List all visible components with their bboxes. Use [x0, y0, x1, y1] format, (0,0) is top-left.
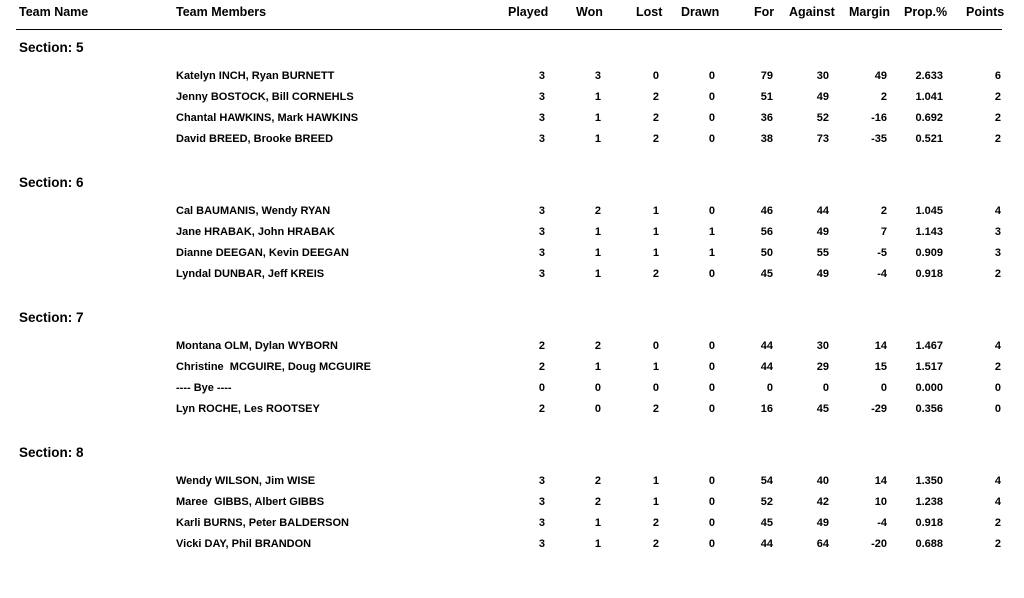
against-cell: 29: [816, 361, 829, 373]
lost-cell: 1: [652, 361, 659, 373]
played-cell: 3: [538, 538, 545, 550]
played-cell: 3: [538, 112, 545, 124]
for-cell: 45: [760, 517, 773, 529]
played-cell: 3: [538, 205, 545, 217]
prop-cell: 0.918: [915, 517, 943, 529]
team-members-cell: Cal BAUMANIS, Wendy RYAN: [176, 205, 331, 217]
team-members-cell: Vicki DAY, Phil BRANDON: [176, 538, 312, 550]
table-row: [0, 226, 1024, 242]
for-cell: 54: [760, 475, 773, 487]
for-cell: 16: [760, 403, 773, 415]
team-members-cell: ---- Bye ----: [176, 382, 232, 394]
margin-cell: -29: [871, 403, 887, 415]
played-cell: 3: [538, 91, 545, 103]
table-row: [0, 538, 1024, 554]
prop-cell: 0.918: [915, 268, 943, 280]
table-row: [0, 247, 1024, 263]
points-cell: 2: [994, 133, 1001, 145]
against-cell: 44: [816, 205, 829, 217]
for-cell: 46: [760, 205, 773, 217]
drawn-cell: 0: [708, 475, 715, 487]
drawn-cell: 1: [708, 226, 715, 238]
margin-cell: -4: [877, 517, 887, 529]
won-cell: 1: [594, 133, 601, 145]
margin-cell: 10: [874, 496, 887, 508]
table-row: [0, 133, 1024, 149]
team-members-cell: Maree GIBBS, Albert GIBBS: [176, 496, 325, 508]
against-cell: 64: [816, 538, 829, 550]
section-title: Section: 6: [19, 175, 84, 190]
played-cell: 3: [538, 475, 545, 487]
against-cell: 49: [816, 226, 829, 238]
prop-cell: 1.517: [915, 361, 943, 373]
margin-cell: 2: [880, 91, 887, 103]
played-cell: 3: [538, 226, 545, 238]
for-cell: 38: [760, 133, 773, 145]
prop-cell: 1.350: [915, 475, 943, 487]
section-title: Section: 5: [19, 40, 84, 55]
for-cell: 45: [760, 268, 773, 280]
section-title: Section: 8: [19, 445, 84, 460]
team-members-cell: Wendy WILSON, Jim WISE: [176, 475, 316, 487]
lost-cell: 0: [652, 382, 659, 394]
margin-cell: -20: [871, 538, 887, 550]
for-cell: 36: [760, 112, 773, 124]
lost-cell: 1: [652, 247, 659, 259]
against-cell: 55: [816, 247, 829, 259]
points-cell: 2: [994, 91, 1001, 103]
drawn-cell: 0: [708, 496, 715, 508]
table-row: [0, 205, 1024, 221]
table-row: [0, 70, 1024, 86]
drawn-cell: 0: [708, 133, 715, 145]
for-cell: 0: [766, 382, 773, 394]
points-cell: 6: [994, 70, 1001, 82]
drawn-cell: 0: [708, 403, 715, 415]
drawn-cell: 0: [708, 538, 715, 550]
margin-cell: 15: [874, 361, 887, 373]
margin-cell: 7: [880, 226, 887, 238]
margin-cell: 14: [874, 475, 887, 487]
lost-cell: 1: [652, 205, 659, 217]
won-cell: 1: [594, 247, 601, 259]
lost-cell: 2: [652, 268, 659, 280]
table-row: [0, 403, 1024, 419]
header-drawn: Drawn: [681, 5, 720, 19]
team-members-cell: Lyndal DUNBAR, Jeff KREIS: [176, 268, 325, 280]
lost-cell: 2: [652, 133, 659, 145]
prop-cell: 1.467: [915, 340, 943, 352]
drawn-cell: 0: [708, 382, 715, 394]
team-members-cell: Lyn ROCHE, Les ROOTSEY: [176, 403, 320, 415]
header-lost: Lost: [636, 5, 663, 19]
section-title: Section: 7: [19, 310, 84, 325]
prop-cell: 0.909: [915, 247, 943, 259]
won-cell: 1: [594, 226, 601, 238]
played-cell: 3: [538, 247, 545, 259]
drawn-cell: 0: [708, 70, 715, 82]
against-cell: 42: [816, 496, 829, 508]
played-cell: 3: [538, 496, 545, 508]
header-team-members: Team Members: [176, 5, 267, 19]
lost-cell: 0: [652, 340, 659, 352]
table-row: [0, 475, 1024, 491]
points-cell: 2: [994, 112, 1001, 124]
lost-cell: 0: [652, 70, 659, 82]
played-cell: 3: [538, 268, 545, 280]
against-cell: 30: [816, 340, 829, 352]
prop-cell: 0.521: [915, 133, 943, 145]
against-cell: 45: [816, 403, 829, 415]
won-cell: 1: [594, 112, 601, 124]
against-cell: 49: [816, 91, 829, 103]
points-cell: 3: [994, 226, 1001, 238]
table-header: [0, 0, 1024, 30]
played-cell: 0: [538, 382, 545, 394]
played-cell: 2: [538, 361, 545, 373]
drawn-cell: 0: [708, 205, 715, 217]
points-cell: 2: [994, 268, 1001, 280]
prop-cell: 1.143: [915, 226, 943, 238]
won-cell: 1: [594, 268, 601, 280]
table-row: [0, 91, 1024, 107]
won-cell: 1: [594, 361, 601, 373]
against-cell: 49: [816, 517, 829, 529]
against-cell: 30: [816, 70, 829, 82]
prop-cell: 0.356: [915, 403, 943, 415]
team-members-cell: Christine MCGUIRE, Doug MCGUIRE: [176, 361, 371, 373]
header-against: Against: [789, 5, 835, 19]
header-for: For: [754, 5, 775, 19]
drawn-cell: 0: [708, 268, 715, 280]
points-cell: 3: [994, 247, 1001, 259]
points-cell: 0: [994, 382, 1001, 394]
for-cell: 52: [760, 496, 773, 508]
header-points: Points: [966, 5, 1005, 19]
won-cell: 2: [594, 205, 601, 217]
points-cell: 4: [994, 475, 1001, 487]
margin-cell: 49: [874, 70, 887, 82]
lost-cell: 1: [652, 226, 659, 238]
against-cell: 40: [816, 475, 829, 487]
team-members-cell: Jane HRABAK, John HRABAK: [176, 226, 335, 238]
prop-cell: 2.633: [915, 70, 943, 82]
for-cell: 79: [760, 70, 773, 82]
against-cell: 49: [816, 268, 829, 280]
header-won: Won: [576, 5, 603, 19]
header-margin: Margin: [849, 5, 890, 19]
prop-cell: 0.688: [915, 538, 943, 550]
won-cell: 0: [594, 403, 601, 415]
points-cell: 4: [994, 340, 1001, 352]
margin-cell: 2: [880, 205, 887, 217]
for-cell: 56: [760, 226, 773, 238]
won-cell: 1: [594, 538, 601, 550]
against-cell: 0: [822, 382, 829, 394]
for-cell: 51: [760, 91, 773, 103]
prop-cell: 1.045: [915, 205, 943, 217]
drawn-cell: 0: [708, 112, 715, 124]
against-cell: 52: [816, 112, 829, 124]
margin-cell: -4: [877, 268, 887, 280]
lost-cell: 1: [652, 475, 659, 487]
margin-cell: 14: [874, 340, 887, 352]
table-row: [0, 361, 1024, 377]
table-row: [0, 496, 1024, 512]
team-members-cell: Jenny BOSTOCK, Bill CORNEHLS: [176, 91, 354, 103]
played-cell: 3: [538, 133, 545, 145]
points-cell: 2: [994, 517, 1001, 529]
for-cell: 44: [760, 361, 773, 373]
lost-cell: 2: [652, 403, 659, 415]
margin-cell: 0: [880, 382, 887, 394]
lost-cell: 2: [652, 112, 659, 124]
team-members-cell: Katelyn INCH, Ryan BURNETT: [176, 70, 335, 82]
prop-cell: 1.238: [915, 496, 943, 508]
won-cell: 2: [594, 340, 601, 352]
played-cell: 2: [538, 340, 545, 352]
team-members-cell: Dianne DEEGAN, Kevin DEEGAN: [176, 247, 349, 259]
prop-cell: 1.041: [915, 91, 943, 103]
for-cell: 50: [760, 247, 773, 259]
margin-cell: -16: [871, 112, 887, 124]
points-cell: 2: [994, 538, 1001, 550]
for-cell: 44: [760, 340, 773, 352]
drawn-cell: 0: [708, 361, 715, 373]
points-cell: 0: [994, 403, 1001, 415]
won-cell: 2: [594, 475, 601, 487]
table-row: [0, 268, 1024, 284]
drawn-cell: 1: [708, 247, 715, 259]
lost-cell: 2: [652, 517, 659, 529]
team-members-cell: Karli BURNS, Peter BALDERSON: [176, 517, 349, 529]
won-cell: 1: [594, 91, 601, 103]
lost-cell: 2: [652, 538, 659, 550]
team-members-cell: Montana OLM, Dylan WYBORN: [176, 340, 338, 352]
drawn-cell: 0: [708, 91, 715, 103]
won-cell: 0: [594, 382, 601, 394]
drawn-cell: 0: [708, 517, 715, 529]
header-played: Played: [508, 5, 549, 19]
for-cell: 44: [760, 538, 773, 550]
margin-cell: -5: [877, 247, 887, 259]
lost-cell: 1: [652, 496, 659, 508]
against-cell: 73: [816, 133, 829, 145]
header-prop: Prop.%: [904, 5, 948, 19]
points-cell: 2: [994, 361, 1001, 373]
team-members-cell: David BREED, Brooke BREED: [176, 133, 334, 145]
drawn-cell: 0: [708, 340, 715, 352]
table-row: [0, 112, 1024, 128]
played-cell: 3: [538, 70, 545, 82]
played-cell: 2: [538, 403, 545, 415]
header-team-name: Team Name: [19, 5, 89, 19]
team-members-cell: Chantal HAWKINS, Mark HAWKINS: [176, 112, 359, 124]
table-row: [0, 517, 1024, 533]
table-row: [0, 382, 1024, 398]
won-cell: 1: [594, 517, 601, 529]
played-cell: 3: [538, 517, 545, 529]
lost-cell: 2: [652, 91, 659, 103]
margin-cell: -35: [871, 133, 887, 145]
points-cell: 4: [994, 205, 1001, 217]
prop-cell: 0.692: [915, 112, 943, 124]
prop-cell: 0.000: [915, 382, 943, 394]
won-cell: 3: [594, 70, 601, 82]
header-divider: [16, 29, 1002, 30]
points-cell: 4: [994, 496, 1001, 508]
won-cell: 2: [594, 496, 601, 508]
table-row: [0, 340, 1024, 356]
